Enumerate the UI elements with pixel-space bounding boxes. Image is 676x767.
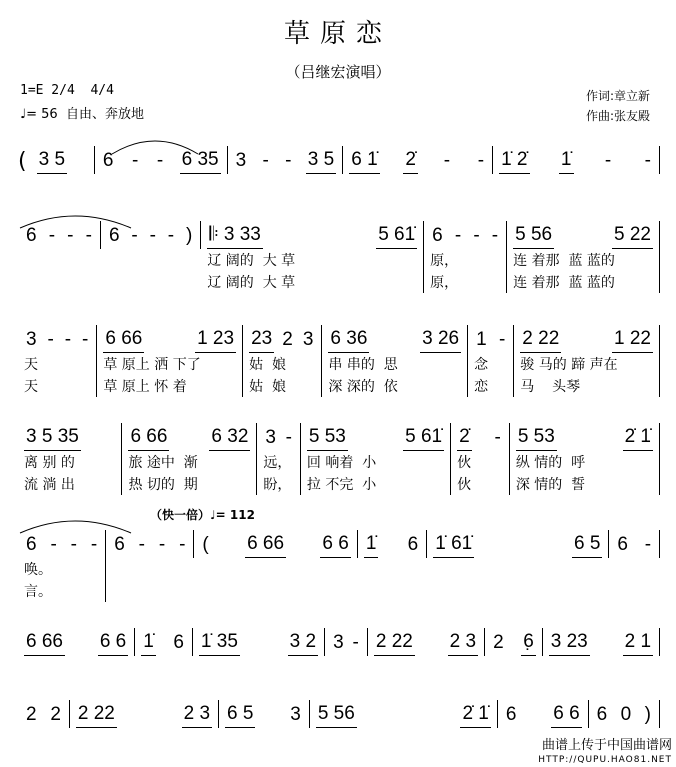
beat: 2: [26, 704, 37, 725]
lyric-line: 连 着那 蓝 蓝的: [513, 275, 615, 291]
open-parenthesis: (: [18, 149, 27, 174]
beat: -: [285, 427, 292, 448]
measure: [301, 423, 451, 495]
measure: [507, 221, 660, 293]
page-title: 草原恋: [283, 19, 392, 49]
measure-notes: [474, 325, 507, 353]
measure-notes: [24, 325, 90, 353]
lyric-line: 纵 情的 呼: [515, 455, 586, 471]
measure: [70, 700, 219, 728]
lyricist-credit: 作词:章立新: [585, 89, 650, 103]
measure-notes: [24, 628, 128, 656]
score-system: [18, 530, 660, 602]
beat: 6 66: [245, 533, 286, 558]
footer-site: 曲谱上传于中国曲谱网: [541, 738, 672, 753]
measure: [97, 325, 243, 397]
beat: -: [285, 150, 292, 171]
lyric-line: 骏 马的 蹄 声在: [520, 357, 618, 373]
lyric-line: 原，: [430, 253, 459, 269]
lyric-line: 深 情的 誓: [515, 477, 586, 493]
measure-notes: [549, 628, 653, 656]
lyric-line: 天: [24, 357, 38, 373]
beat: -: [262, 150, 269, 171]
measure: [368, 628, 485, 656]
measure-notes: [504, 700, 582, 728]
beat: 3: [235, 150, 247, 171]
measure-notes: [516, 423, 653, 451]
beat: -: [67, 225, 74, 246]
measure: [18, 628, 135, 656]
measure-notes: [595, 700, 653, 728]
beat: 6: [505, 704, 517, 725]
measure: [427, 530, 609, 558]
tempo-marking: ♩= 56 自由、奔放地: [20, 107, 144, 122]
lyric-line: 伙: [457, 477, 472, 493]
beat: -: [131, 225, 138, 246]
lyric-line: 回 响着 小: [306, 455, 377, 471]
measure: [18, 325, 97, 397]
measure: [18, 700, 70, 728]
beat: 1̇: [364, 533, 379, 558]
lyric-line: 深 深的 依: [328, 379, 398, 395]
lyric-line: 离 别 的: [24, 455, 75, 471]
beat: -: [644, 534, 652, 555]
slur: [110, 136, 200, 156]
beat: ): [644, 704, 651, 725]
lyric-line: 唤。: [24, 562, 52, 578]
score-system: [18, 423, 660, 495]
beat: 3: [333, 632, 344, 653]
beat: ): [186, 225, 193, 246]
lyric-line: 姑 娘: [249, 379, 286, 395]
lyric-line: 盼，: [263, 477, 292, 493]
beat: 2̇: [403, 149, 418, 174]
measure-notes: [24, 423, 115, 451]
lyric-line: 旅 途中 渐: [128, 455, 198, 471]
measure-notes: [457, 423, 503, 451]
beat: -: [138, 534, 145, 555]
beat: 6: [26, 534, 37, 555]
measure-notes: [520, 325, 653, 353]
measure: [589, 700, 660, 728]
measure: [343, 146, 493, 174]
measure: [243, 325, 322, 397]
score-system: [18, 221, 660, 293]
beat: 5 61̇: [403, 426, 444, 451]
measure: [31, 146, 95, 174]
beat: -: [82, 329, 89, 350]
measure: [543, 628, 660, 656]
measure-notes: [364, 530, 420, 558]
beat: -: [473, 225, 480, 246]
singer-credit: （吕继宏演唱）: [285, 63, 391, 81]
beat: 𝄆 3 33: [207, 224, 263, 249]
lyric-line: 念: [474, 357, 489, 373]
beat: 3 5: [306, 149, 336, 174]
beat: 6̣: [521, 631, 536, 656]
footer-url[interactable]: HTTP://QUPU.HAO81.NET: [538, 755, 672, 765]
lyric-line: 热 切的 期: [128, 477, 198, 493]
beat: 1̇ 35: [199, 631, 240, 656]
beat: 2: [493, 632, 504, 653]
beat: 6 35: [180, 149, 221, 174]
beat: 6 5: [572, 533, 602, 558]
beat: -: [149, 225, 156, 246]
beat: 3: [290, 704, 301, 725]
beat: 5 56: [316, 703, 357, 728]
measure-notes: [430, 221, 500, 249]
beat: 3 2: [288, 631, 318, 656]
beat: 1 22: [612, 328, 653, 353]
lyric-line: 草 原上 洒 下了: [103, 357, 201, 373]
beat: 6 6: [98, 631, 128, 656]
beat: 6: [432, 225, 443, 246]
beat: -: [352, 632, 359, 653]
lyric-line: 姑 娘: [249, 357, 286, 373]
measure-notes: [307, 423, 444, 451]
beat: (: [202, 534, 209, 555]
measure-notes: [499, 146, 653, 174]
measure: [257, 423, 300, 495]
measure: [358, 530, 427, 558]
beat: 23: [249, 328, 274, 353]
measure: [219, 700, 310, 728]
beat: 3: [265, 427, 276, 448]
beat: 5 61̇: [376, 224, 417, 249]
beat: -: [48, 225, 56, 246]
measure-notes: [328, 325, 461, 353]
measure: [135, 628, 193, 656]
beat: 6 66: [24, 631, 65, 656]
beat: -: [90, 534, 98, 555]
measure: [498, 700, 589, 728]
measure: [493, 146, 660, 174]
measure-notes: [374, 628, 478, 656]
lyric-line: 伙: [457, 455, 472, 471]
lyric-line: 连 着那 蓝 蓝的: [513, 253, 615, 269]
lyric-line: 言。: [24, 584, 52, 600]
beat: 2 22: [374, 631, 415, 656]
measure-notes: [200, 530, 350, 558]
tempo-change-marking: （快一倍）♩= 112: [150, 508, 255, 522]
lyric-line: 流 淌 出: [24, 477, 75, 493]
measure-notes: [37, 146, 88, 174]
measure: [310, 700, 498, 728]
beat: -: [85, 225, 92, 246]
beat: 5 53: [307, 426, 348, 451]
measure: [201, 221, 424, 293]
beat: -: [50, 534, 57, 555]
lyric-line: 远，: [263, 455, 292, 471]
beat: 3: [26, 329, 37, 350]
beat: -: [443, 150, 451, 171]
beat: -: [491, 225, 499, 246]
beat: 3 5: [37, 149, 67, 174]
beat: 2 22: [76, 703, 117, 728]
lyric-line: 辽 阔的 大 草: [207, 275, 296, 291]
beat: 2: [50, 704, 61, 725]
beat: -: [167, 225, 175, 246]
beat: 0: [620, 704, 632, 725]
beat: 6: [407, 534, 419, 555]
measure-notes: [513, 221, 653, 249]
measure: [514, 325, 660, 397]
measure-notes: [349, 146, 486, 174]
measure-notes: [76, 700, 212, 728]
beat: -: [179, 534, 186, 555]
beat: -: [64, 329, 72, 350]
measure: [228, 146, 344, 174]
measure-notes: [199, 628, 318, 656]
beat: 5 53: [516, 426, 557, 451]
beat: -: [70, 534, 77, 555]
measure-notes: [316, 700, 491, 728]
beat: 6 5: [225, 703, 255, 728]
beat: -: [158, 534, 166, 555]
beat: 1̇ 2̇: [499, 149, 529, 174]
lyric-line: 恋: [474, 379, 489, 395]
slur: [18, 515, 133, 535]
measure: [18, 423, 122, 495]
measure-notes: [615, 530, 653, 558]
beat: 3 26: [420, 328, 461, 353]
beat: 6: [102, 150, 114, 171]
beat: 1: [476, 329, 487, 350]
beat: 2 3: [182, 703, 212, 728]
composer-credit: 作曲:张友殿: [585, 109, 650, 123]
score-system: [18, 700, 660, 728]
measure: [468, 325, 514, 397]
beat: 5 22: [612, 224, 653, 249]
lyric-line: 原，: [430, 275, 459, 291]
measure: [451, 423, 510, 495]
lyric-line: 拉 不完 小: [306, 477, 377, 493]
measure-notes: [207, 221, 417, 249]
beat: -: [131, 150, 139, 171]
measure-notes: [263, 423, 293, 451]
beat: 6 6: [551, 703, 581, 728]
measure: [325, 628, 368, 656]
measure-notes: [234, 146, 337, 174]
lyric-line: 草 原上 怀 着: [103, 379, 187, 395]
beat: -: [454, 225, 462, 246]
score-system: [18, 628, 660, 656]
measure: [122, 423, 257, 495]
measure-notes: [225, 700, 303, 728]
measure: [18, 530, 106, 602]
beat: 6 6: [320, 533, 350, 558]
lyric-line: 马 头琴: [520, 379, 581, 395]
lyric-line: 辽 阔的 大 草: [207, 253, 296, 269]
beat: 3 5 35: [24, 426, 81, 451]
key-signature: 1=E 2/4 4/4: [20, 83, 114, 98]
beat: 2̇: [457, 426, 472, 451]
beat: -: [156, 150, 164, 171]
measure-notes: [103, 325, 236, 353]
beat: 6 66: [103, 328, 144, 353]
lyric-line: 串 串的 思: [328, 357, 398, 373]
beat: 6 36: [328, 328, 369, 353]
beat: -: [477, 150, 485, 171]
beat: 2 1: [623, 631, 653, 656]
beat: -: [498, 329, 506, 350]
beat: 1 23: [195, 328, 236, 353]
beat: 5 56: [513, 224, 554, 249]
beat: -: [604, 150, 612, 171]
beat: 6: [114, 534, 125, 555]
slur: [18, 210, 133, 230]
beat: 3 23: [549, 631, 590, 656]
measure-notes: [331, 628, 361, 656]
measure-notes: [128, 423, 250, 451]
measure: [609, 530, 660, 558]
measure-notes: [433, 530, 602, 558]
beat: 2 3: [448, 631, 478, 656]
measure: [510, 423, 660, 495]
measure: [194, 530, 357, 558]
beat: 6 66: [128, 426, 169, 451]
measure: [485, 628, 543, 656]
beat: 6: [173, 632, 184, 653]
beat: 2: [282, 329, 293, 350]
measure-notes: [491, 628, 536, 656]
beat: -: [47, 329, 54, 350]
beat: 6: [108, 225, 120, 246]
measure: [322, 325, 468, 397]
beat: 3: [302, 329, 314, 350]
measure-notes: [141, 628, 186, 656]
beat: 2̇ 1̇: [623, 426, 653, 451]
beat: 6: [596, 704, 608, 725]
beat: -: [494, 427, 501, 448]
measure-notes: [24, 700, 63, 728]
beat: 2 22: [520, 328, 561, 353]
beat: 1̇: [141, 631, 156, 656]
beat: 1̇ 61̇: [433, 533, 474, 558]
beat: 6: [617, 534, 628, 555]
beat: 6: [26, 225, 37, 246]
measure: [424, 221, 507, 293]
lyric-line: 天: [24, 379, 38, 395]
beat: 1̇: [559, 149, 574, 174]
score-system: [18, 325, 660, 397]
measure: [193, 628, 325, 656]
measure-notes: [249, 325, 315, 353]
beat: 6 32: [209, 426, 250, 451]
beat: -: [644, 150, 651, 171]
beat: 6 1̇: [349, 149, 379, 174]
beat: 2̇ 1̇: [460, 703, 490, 728]
